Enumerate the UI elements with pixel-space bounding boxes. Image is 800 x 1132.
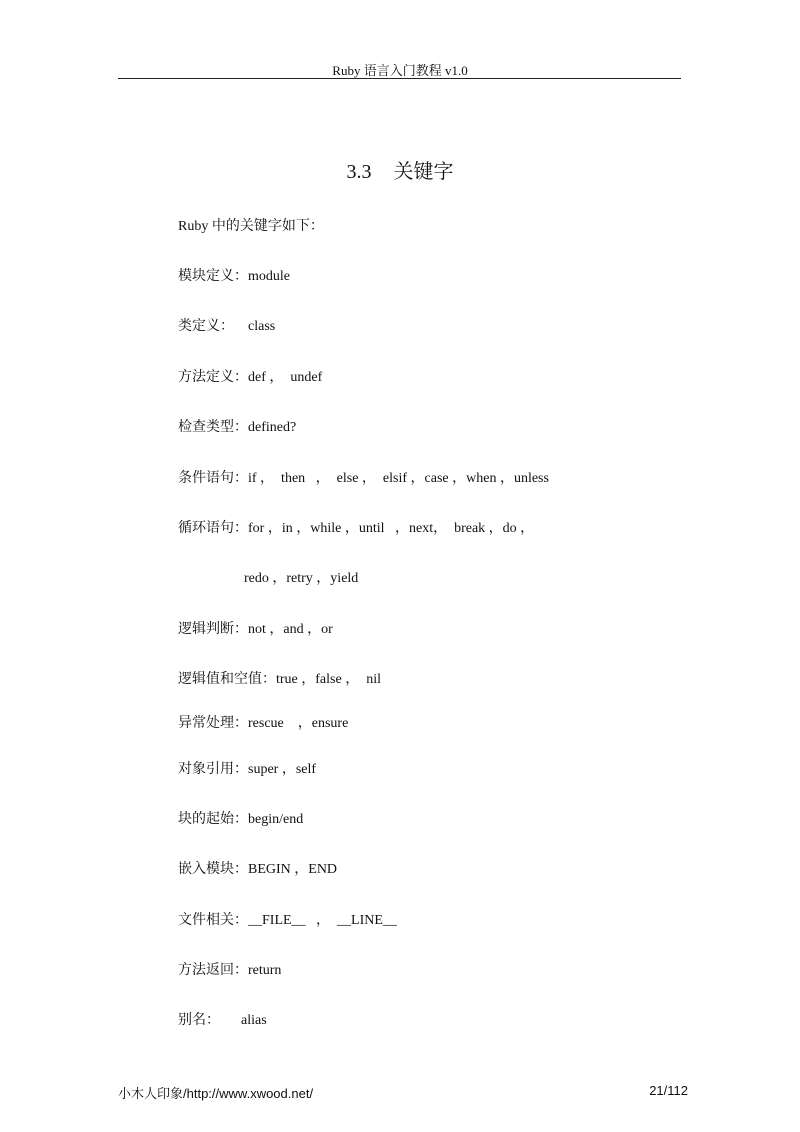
keyword-row-logic: 逻辑判断：not ，and ，or — [178, 622, 333, 637]
keyword-row-embedded: 嵌入模块：BEGIN ，END — [178, 862, 338, 877]
keyword-row-alias: 别名： alias — [178, 1013, 267, 1028]
keyword-row-module: 模块定义：module — [178, 269, 290, 284]
section-title — [0, 155, 800, 184]
keyword-row-file: 文件相关：__FILE__ ， __LINE__ — [178, 913, 397, 928]
keyword-row-class: 类定义： class — [178, 319, 276, 334]
keyword-row-type-check: 检查类型：defined? — [178, 420, 297, 435]
section-number: 3.3 — [346, 161, 372, 183]
header-rule — [118, 78, 681, 79]
header-title: Ruby 语言入门教程 v1.0 — [332, 63, 468, 78]
keyword-row-exception: 异常处理：rescue ，ensure — [178, 716, 349, 731]
keyword-row-return: 方法返回：return — [178, 963, 282, 978]
keyword-row-boolean-nil: 逻辑值和空值：true ，false ， nil — [178, 672, 381, 687]
page-header — [0, 60, 800, 79]
keyword-row-loop: 循环语句：for ，in ，while ，until ，next， break ，do ， — [178, 521, 535, 536]
section-heading: 关键字 — [393, 161, 454, 183]
intro-text: Ruby 中的关键字如下： — [178, 219, 324, 234]
keyword-row-conditional: 条件语句：if ， then ， else ， elsif ，case ，when ，unless — [178, 471, 549, 486]
keyword-row-loop-continued: redo ，retry ，yield — [244, 571, 359, 586]
keyword-row-object-ref: 对象引用：super ，self — [178, 762, 317, 777]
keyword-row-block: 块的起始：begin/end — [178, 812, 304, 827]
page-number: 21/112 — [649, 1083, 688, 1098]
keyword-row-method: 方法定义：def ， undef — [178, 370, 323, 385]
page-footer — [118, 1083, 688, 1102]
footer-site: 小木人印象/http://www.xwood.net/ — [118, 1086, 314, 1101]
